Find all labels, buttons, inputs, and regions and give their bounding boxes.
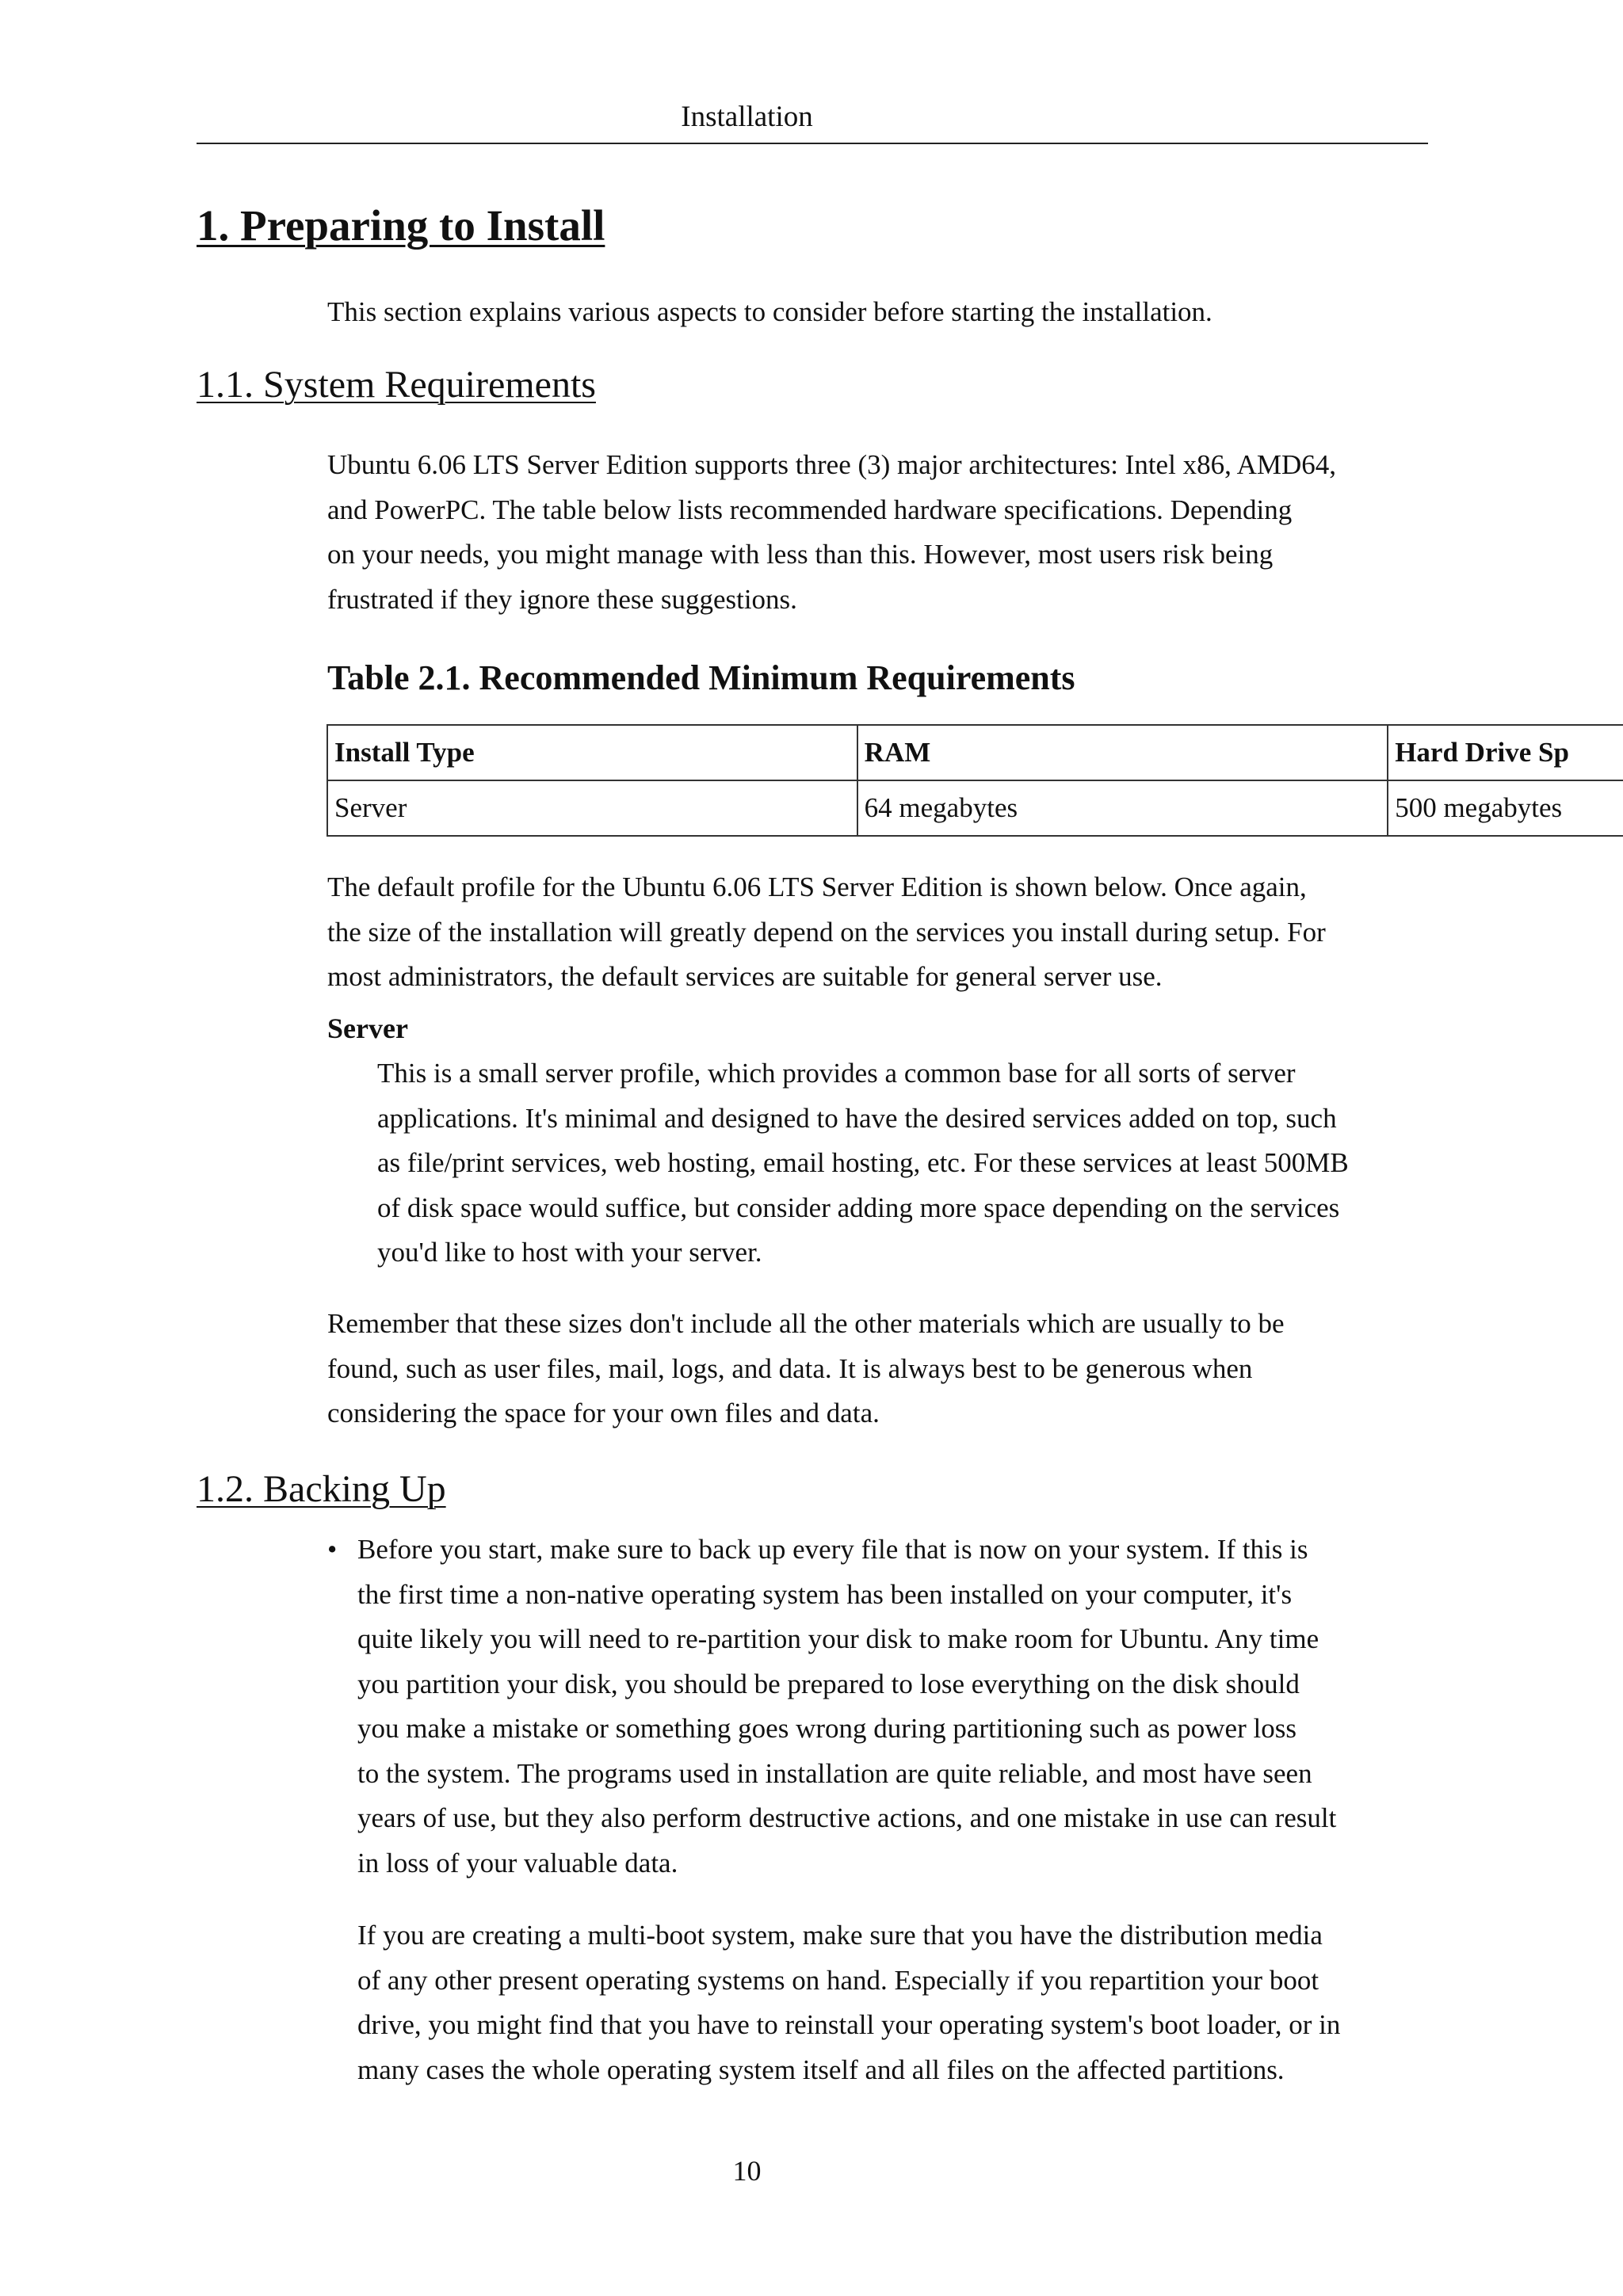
page-number: 10 <box>732 2155 762 2187</box>
running-header: Installation <box>681 101 813 133</box>
text-line: in loss of your valuable data. <box>357 1847 678 1878</box>
text-line: Ubuntu 6.06 LTS Server Edition supports three (3) major architectures: Intel x86, AMD64, <box>327 449 1337 480</box>
table-header-row <box>327 725 1623 780</box>
text-line: quite likely you will need to re-partition your disk to make room for Ubuntu. Any time <box>357 1623 1319 1654</box>
text-line: found, such as user files, mail, logs, and data. It is always best to be generous when <box>327 1352 1253 1384</box>
text-line: of disk space would suffice, but consider adding more space depending on the services <box>377 1192 1340 1223</box>
text-line: you partition your disk, you should be prepared to lose everything on the disk should <box>357 1668 1300 1699</box>
text-line: many cases the whole operating system itself and all files on the affected partitions. <box>357 2054 1285 2085</box>
requirements-paragraph-1 <box>327 443 1336 622</box>
text-line: Before you start, make sure to back up every file that is now on your system. If this is <box>357 1534 1308 1565</box>
text-line: applications. It's minimal and designed to have the desired services added on top, such <box>377 1102 1337 1134</box>
profile-description <box>377 1051 1349 1276</box>
text-line: the size of the installation will greatly depend on the services you install during setup. For <box>327 916 1326 948</box>
requirements-paragraph-2 <box>327 865 1326 1000</box>
text-line: Remember that these sizes don't include all the other materials which are usually to be <box>327 1308 1285 1339</box>
text-line: of any other present operating systems on hand. Especially if you repartition your boot <box>357 1964 1319 1996</box>
column-header-hard-drive: Hard Drive Sp <box>1388 725 1623 780</box>
text-line: to the system. The programs used in installation are quite reliable, and most have seen <box>357 1757 1312 1789</box>
backup-item-paragraph-2 <box>357 1913 1340 2092</box>
text-line: considering the space for your own files and data. <box>327 1398 880 1428</box>
text-line: on your needs, you might manage with less than this. However, most users risk being <box>327 539 1274 570</box>
text-line: the first time a non-native operating system has been installed on your computer, it's <box>357 1578 1293 1610</box>
text-line: as file/print services, web hosting, email hosting, etc. For these services at least 500MB <box>377 1147 1349 1178</box>
bullet-marker: • <box>327 1534 338 1565</box>
requirements-table <box>327 724 1623 837</box>
text-line: frustrated if they ignore these suggestions. <box>327 583 797 615</box>
subsection-title-requirements: 1.1. System Requirements <box>197 364 596 406</box>
subsection-title-backing-up: 1.2. Backing Up <box>197 1468 446 1510</box>
header-rule <box>197 143 1428 144</box>
section-intro <box>327 290 1212 335</box>
profile-term: Server <box>327 1013 408 1044</box>
text-line: most administrators, the default services are suitable for general server use. <box>327 961 1163 992</box>
text-line: If you are creating a multi-boot system, make sure that you have the distribution media <box>357 1920 1323 1951</box>
text-line: and PowerPC. The table below lists recommended hardware specifications. Depending <box>327 494 1293 525</box>
text-line: you'd like to host with your server. <box>377 1237 762 1268</box>
backup-item-paragraph-1 <box>357 1527 1336 1886</box>
text-line: years of use, but they also perform destructive actions, and one mistake in use can result <box>357 1802 1337 1833</box>
table-row <box>327 780 1623 836</box>
text-line: you make a mistake or something goes wrong during partitioning such as power loss <box>357 1713 1296 1744</box>
column-header-install-type: Install Type <box>327 725 857 780</box>
cell-hard-drive: 500 megabytes <box>1388 780 1623 836</box>
section-title: 1. Preparing to Install <box>197 201 605 250</box>
text-line: This is a small server profile, which provides a common base for all sorts of server <box>377 1058 1296 1089</box>
table-title: Table 2.1. Recommended Minimum Requirements <box>327 658 1075 697</box>
text-line: This section explains various aspects to consider before starting the installation. <box>327 296 1212 327</box>
cell-ram: 64 megabytes <box>857 780 1388 836</box>
column-header-ram: RAM <box>857 725 1388 780</box>
requirements-paragraph-3 <box>327 1302 1285 1436</box>
cell-install-type: Server <box>327 780 857 836</box>
text-line: The default profile for the Ubuntu 6.06 LTS Server Edition is shown below. Once again, <box>327 871 1307 902</box>
text-line: drive, you might find that you have to reinstall your operating system's boot loader, or in <box>357 2009 1341 2040</box>
